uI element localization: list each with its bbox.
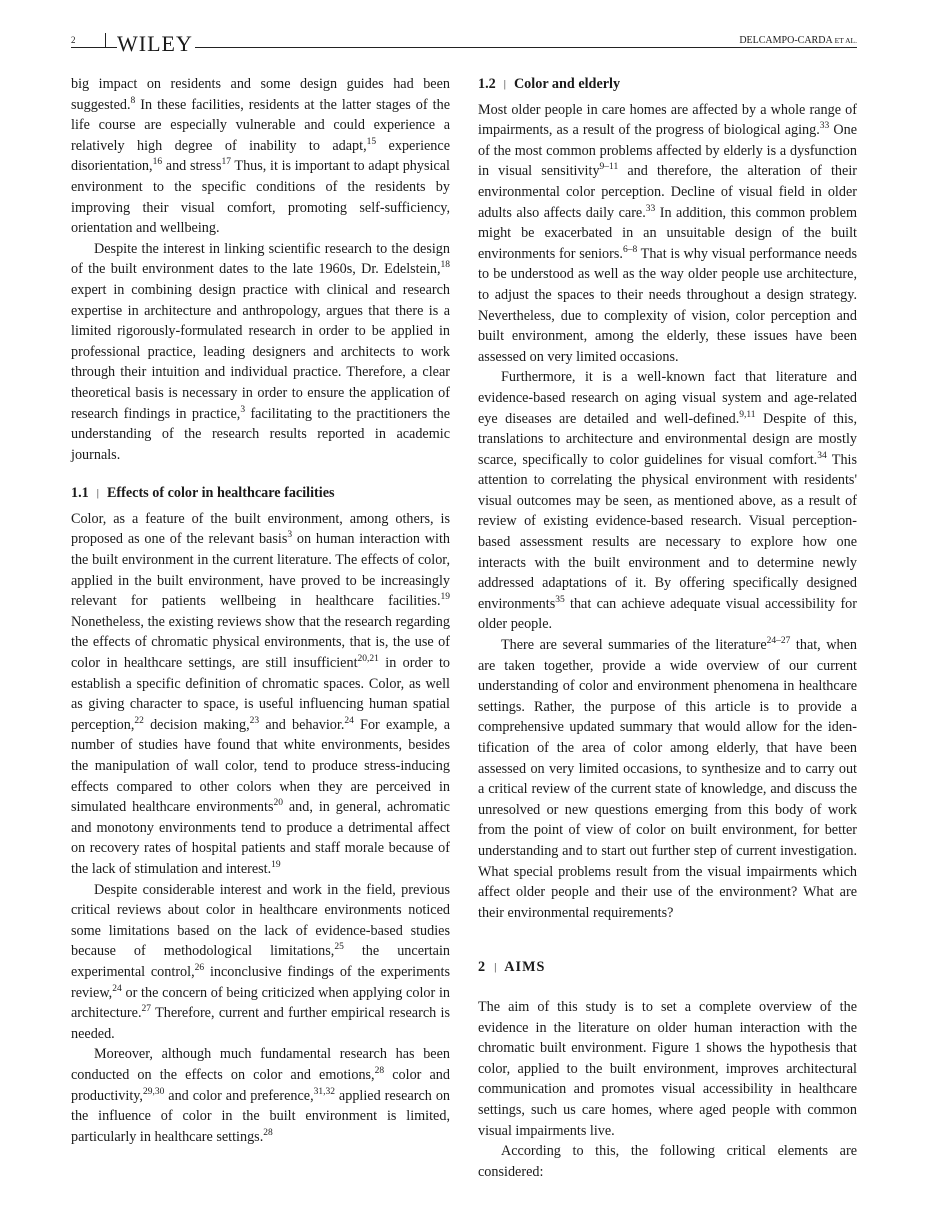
running-author-name: DELCAMPO-CARDA <box>739 35 833 46</box>
text: and therefore, the alteration of their environmental color perception. Decline of visual field in older adults also affects daily care. <box>478 163 857 221</box>
running-author <box>735 35 857 47</box>
paragraph <box>478 367 857 635</box>
page-number: 2 <box>71 35 76 45</box>
text: Most older people in care homes are affected by a whole range of impairments, as a result of the progress of biological aging. <box>478 101 857 139</box>
section-number: 1.2 <box>478 76 496 92</box>
text: on human interaction with the built environment in the current literature. The effects of color, applied in the built environment, have proved to be increasingly relevant for patients wellbeing in healthcare facilities. <box>71 531 450 610</box>
text: Color, as a feature of the built environment, among others, is proposed as one of the relevant basis <box>71 510 450 548</box>
text: that, when are taken together, provide a wide overview of our current understanding of color and environment phenomena in healthcare settings. Rather, the purpose of this article is to provide a comprehensive updated summary that would allow for the identification of the area of color among elderly, that have been assessed on very limited occasions, to synthesize and to carry out a critical review of the current state of knowledge, and discuss the unresolved or new questions emerging from this body of work from the point of view of color on built environment, for better understanding and to start out further step of current investigation. What special problems result from the visual impairments which affect older people and their use of the environment? What are their environmental requirements? <box>478 637 858 921</box>
citation[interactable]: 20,21 <box>357 654 379 665</box>
paragraph <box>71 239 450 466</box>
text: color and productivity, <box>71 1066 450 1104</box>
citation[interactable]: 23 <box>249 715 260 726</box>
text: experience disorientation, <box>71 137 450 175</box>
paragraph <box>71 1044 450 1147</box>
text: Furthermore, it is a well-known fact that literature and evidence-based research on aging visual system and age-related eye diseases are detailed and well-defined. <box>478 369 857 427</box>
section-number: 2 <box>478 959 487 976</box>
text: decision making, <box>143 716 250 733</box>
paragraph <box>478 100 857 368</box>
section-title: AIMS <box>504 959 546 976</box>
citation[interactable]: 33 <box>645 203 656 214</box>
citation[interactable]: 9,11 <box>739 409 756 420</box>
text: or the concern of being criticized when applying color in architecture. <box>71 984 450 1022</box>
citation[interactable]: 35 <box>555 594 565 605</box>
citation[interactable]: 3 <box>287 530 293 541</box>
citation[interactable]: 24 <box>344 715 354 726</box>
text: This attention to correlating the physical environment with residents' visual outcomes may be seen, as mentioned above, as a result of review of existing evidence-based research. Visual perception-based assessment results are necessary to explore how one interacts with the built environment and to determine newly addressed adaptations of it. By offering specifically designed environments <box>478 451 857 612</box>
citation[interactable]: 19 <box>440 592 450 603</box>
section-heading-1-2 <box>478 74 857 96</box>
paragraph <box>71 880 450 1045</box>
paragraph <box>478 997 857 1141</box>
header-divider-tick <box>105 33 106 48</box>
citation[interactable]: 34 <box>817 450 827 461</box>
text: According to this, the following critical elements are considered: <box>478 1143 857 1180</box>
section-heading-2 <box>478 957 857 979</box>
text: The aim of this study is to set a complete overview of the evidence in the literature on older human interaction with the chromatic built environment. Figure 1 shows the hypothesis that color, applied to the built environment, improves architectural communication and promotes visual accessibility in healthcare settings, such us care homes, where aged people with common visual impairments live. <box>478 998 857 1139</box>
left-column <box>71 74 450 1147</box>
text: facilitating to the practitioners the understanding of the research results reported in academic journals. <box>71 405 450 463</box>
citation[interactable]: 8 <box>130 95 136 106</box>
text: Despite of this, translations to architecture and environmental design are mostly scarce, specifically to color guidelines for visual comfort. <box>478 410 857 468</box>
citation[interactable]: 24–27 <box>766 636 791 647</box>
citation[interactable]: 29,30 <box>142 1086 165 1097</box>
section-title: Effects of color in healthcare facilities <box>106 485 335 502</box>
text: and stress <box>162 158 222 175</box>
citation[interactable]: 27 <box>141 1004 151 1015</box>
section-heading-1-1 <box>71 483 450 505</box>
citation[interactable]: 24 <box>112 983 122 994</box>
running-author-suffix: ET AL. <box>834 36 857 45</box>
text: Despite considerable interest and work in the field, previous critical reviews about color in healthcare environments noticed some limitations based on the lack of evidence-based studies because of methodological limitations, <box>71 881 450 960</box>
text: Therefore, current and further empirical research is needed. <box>71 1005 450 1042</box>
section-title: Color and elderly <box>513 76 621 92</box>
spacer <box>71 465 450 483</box>
citation[interactable]: 28 <box>374 1065 385 1076</box>
text: that can achieve adequate visual accessibility for older people. <box>478 595 857 633</box>
text: and behavior. <box>259 716 345 733</box>
text: For example, a number of studies have found that white environments, besides the manipulation of wall color, tend to produce stress-inducing effects compared to other colors when they are perceived in simulated healthcare environments <box>71 716 451 816</box>
citation[interactable]: 9–11 <box>599 162 619 173</box>
section-separator: | <box>96 487 99 500</box>
paragraph <box>71 509 450 880</box>
citation[interactable]: 26 <box>194 962 205 973</box>
citation[interactable]: 16 <box>152 157 163 168</box>
section-number: 1.1 <box>71 485 89 502</box>
text: and, in general, achromatic and monotony environments tend to produce a detrimental affect on recovery rates of hospital patients and staff morale because of the lack of stimulation and interest. <box>71 799 450 877</box>
paragraph <box>71 74 450 239</box>
text: Despite the interest in linking scientific research to the design of the built environment dates to the late 1960s, Dr. Edelstein, <box>71 240 450 278</box>
citation[interactable]: 20 <box>273 798 283 809</box>
citation[interactable]: 18 <box>440 260 450 271</box>
text: Thus, it is important to adapt physical environment to the specific conditions of the residents by improving their visual comfort, promoting self-sufficiency, orientation and wellbeing. <box>71 158 450 237</box>
citation[interactable]: 17 <box>221 157 231 168</box>
text: In these facilities, residents at the latter stages of the life course are especially vulnerable and could experience a relatively high degree of inability to adapt, <box>71 96 450 154</box>
running-header <box>71 31 857 56</box>
section-separator: | <box>503 78 506 90</box>
text: expert in combining design practice with clinical and research expertise in architecture and anthropology, argues that there is a limited rigorously-formulated research in order to be applied in professional practice, leading designers and architects to work through their intuition and individual practice. Therefore, a clear theoretical basis is necessary in order to ensure the application of research findings in practice, <box>71 281 450 422</box>
citation[interactable]: 19 <box>271 859 281 870</box>
paragraph <box>478 1141 857 1182</box>
text: big impact on residents and some design guides had been suggested. <box>71 76 450 113</box>
text: In addition, this common problem might be exacerbated in an unsuitable design of the built environments for seniors. <box>478 204 857 262</box>
citation[interactable]: 31,32 <box>313 1086 335 1097</box>
text: One of the most common problems affected by elderly is a dysfunction in visual sensitivity <box>478 122 857 180</box>
text: inconclusive findings of the experiments review, <box>71 963 450 1001</box>
spacer <box>478 923 857 957</box>
citation[interactable]: 28 <box>263 1127 273 1138</box>
text: and color and preference, <box>164 1087 314 1104</box>
text: That is why visual performance needs to be understood as well as the way older people use architecture, to adjust the spaces to their needs throughout a design strategy. Nevertheless, due to complexity of vision, color perception and built environment, among the elderly, these issues have been assessed on very limited occasions. <box>478 245 858 365</box>
citation[interactable]: 6–8 <box>622 244 638 255</box>
right-column <box>478 74 857 1182</box>
text: the uncertain experimental control, <box>71 943 450 980</box>
publisher-logo: WILEY <box>117 31 193 56</box>
citation[interactable]: 3 <box>240 404 246 415</box>
citation[interactable]: 33 <box>819 121 830 132</box>
paragraph <box>478 635 857 923</box>
citation[interactable]: 25 <box>334 942 344 953</box>
text: There are several summaries of the literature <box>501 637 767 654</box>
text: applied research on the influence of color in the built environment is limited, particularly in healthcare settings. <box>71 1087 451 1145</box>
text: Moreover, although much fundamental research has been conducted on the effects on color and emotions, <box>71 1046 450 1083</box>
section-separator: | <box>494 961 497 974</box>
citation[interactable]: 15 <box>366 136 377 147</box>
citation[interactable]: 22 <box>134 715 144 726</box>
text: Nonetheless, the existing reviews show that the research regarding the effects of chromatic physical environments, that is, the use of color in healthcare settings, are still insufficient <box>71 613 450 672</box>
text: in order to establish a specific definition of chromatic spaces. Color, as well as giving character to space, is useful influencing human spatial perception, <box>71 655 450 733</box>
spacer <box>478 979 857 997</box>
